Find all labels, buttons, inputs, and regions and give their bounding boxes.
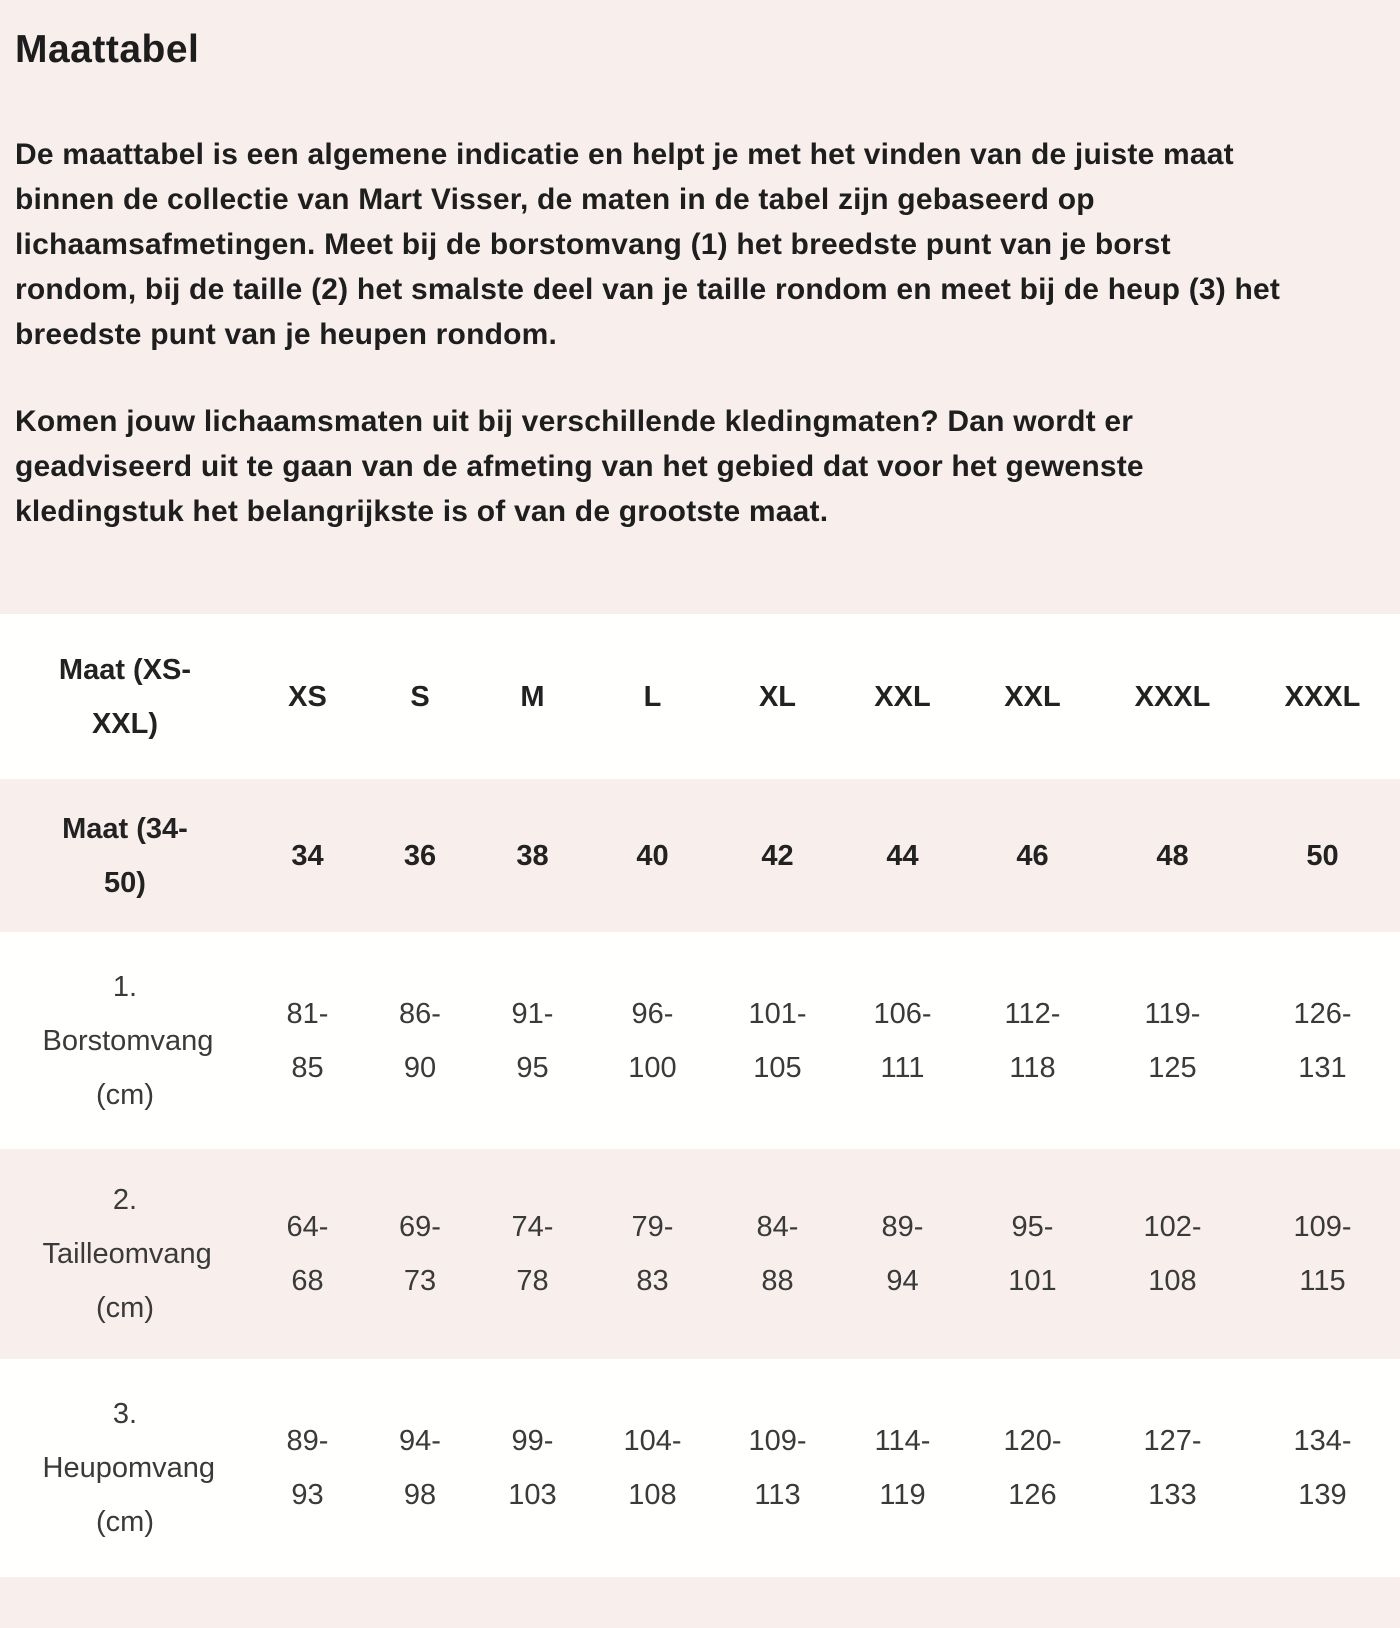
row-label-text: Maat (34-50) [62, 812, 188, 899]
size-value: XS [288, 680, 327, 713]
measure-value: 114-119 [874, 1425, 931, 1511]
measure-value: 101-105 [748, 997, 807, 1084]
measure-value: 127-133 [1143, 1425, 1202, 1511]
size-value: L [643, 680, 662, 713]
row-label-text: 3. Heupomvang (cm) [42, 1398, 215, 1538]
size-value: 50 [1306, 839, 1339, 872]
measure-value: 99-103 [508, 1425, 557, 1511]
measure-value: 96-100 [628, 997, 677, 1084]
row-label [0, 614, 250, 779]
measure-value: 81-85 [286, 997, 329, 1084]
measure-value: 84-88 [756, 1211, 799, 1297]
size-value: S [410, 680, 430, 713]
measure-value: 106-111 [873, 997, 932, 1084]
row-label-text: 2. Tailleomvang (cm) [42, 1184, 212, 1324]
row-label [0, 932, 250, 1149]
size-value: 36 [403, 839, 437, 872]
measure-value: 79-83 [631, 1211, 674, 1297]
size-value: 44 [886, 839, 919, 872]
measure-value: 126-131 [1293, 997, 1352, 1084]
size-value: XXL [874, 680, 931, 713]
row-label [0, 779, 250, 932]
size-value: 40 [636, 839, 669, 872]
measure-value: 91-95 [511, 997, 554, 1084]
measure-value: 120-126 [1003, 1425, 1062, 1511]
table-row-chest [0, 932, 1400, 1149]
row-label [0, 1149, 250, 1359]
measure-value: 109-113 [748, 1425, 807, 1511]
row-label-text: Maat (XS-XXL) [58, 653, 192, 740]
advice-paragraph: Komen jouw lichaamsmaten uit bij verschillende kledingmaten? Dan wordt er geadviseerd uit te gaan van de afmeting van het gebied dat voor het gewenste kledingstuk het belangrijkste is of van de grootste maat. [15, 405, 1144, 528]
measure-value: 119-125 [1144, 997, 1201, 1084]
measure-value: 64-68 [286, 1211, 329, 1297]
size-value: 46 [1016, 839, 1049, 872]
measure-value: 102-108 [1143, 1211, 1202, 1297]
size-value: XXL [1004, 680, 1061, 713]
size-value: XXXL [1134, 680, 1211, 713]
measure-value: 74-78 [511, 1211, 554, 1297]
table-row-size-letters [0, 614, 1400, 779]
measure-value: 104-108 [623, 1425, 682, 1511]
size-value: M [520, 680, 545, 713]
size-value: XL [758, 680, 797, 713]
measure-value: 69-73 [399, 1211, 441, 1297]
measure-value: 134-139 [1293, 1425, 1352, 1511]
measure-value: 89-93 [286, 1425, 329, 1511]
table-row-hip [0, 1359, 1400, 1577]
table-row-size-numbers [0, 779, 1400, 932]
size-value: 38 [516, 839, 549, 872]
size-table [0, 614, 1400, 1577]
intro-paragraph: De maattabel is een algemene indicatie en helpt je met het vinden van de juiste maat binnen de collectie van Mart Visser, de maten in de tabel zijn gebaseerd op lichaamsafmetingen. Meet bij de borstomvang (1) het breedste punt van je borst rondom, bij de taille (2) het smalste deel van je taille rondom en meet bij de heup (3) het breedste punt van je heupen rondom. [15, 138, 1281, 351]
measure-value: 112-118 [1004, 997, 1061, 1084]
size-value: XXXL [1284, 680, 1361, 713]
measure-value: 86-90 [399, 997, 441, 1084]
measure-value: 95-101 [1008, 1211, 1057, 1297]
size-value: 42 [761, 839, 794, 872]
row-label [0, 1359, 250, 1577]
size-value: 34 [291, 839, 324, 872]
measure-value: 109-115 [1293, 1211, 1352, 1297]
table-row-waist [0, 1149, 1400, 1359]
measure-value: 94-98 [399, 1425, 441, 1511]
page-title: Maattabel [15, 28, 200, 71]
row-label-text: 1. Borstomvang (cm) [42, 970, 214, 1111]
measure-value: 89-94 [881, 1211, 924, 1297]
size-value: 48 [1156, 839, 1189, 872]
